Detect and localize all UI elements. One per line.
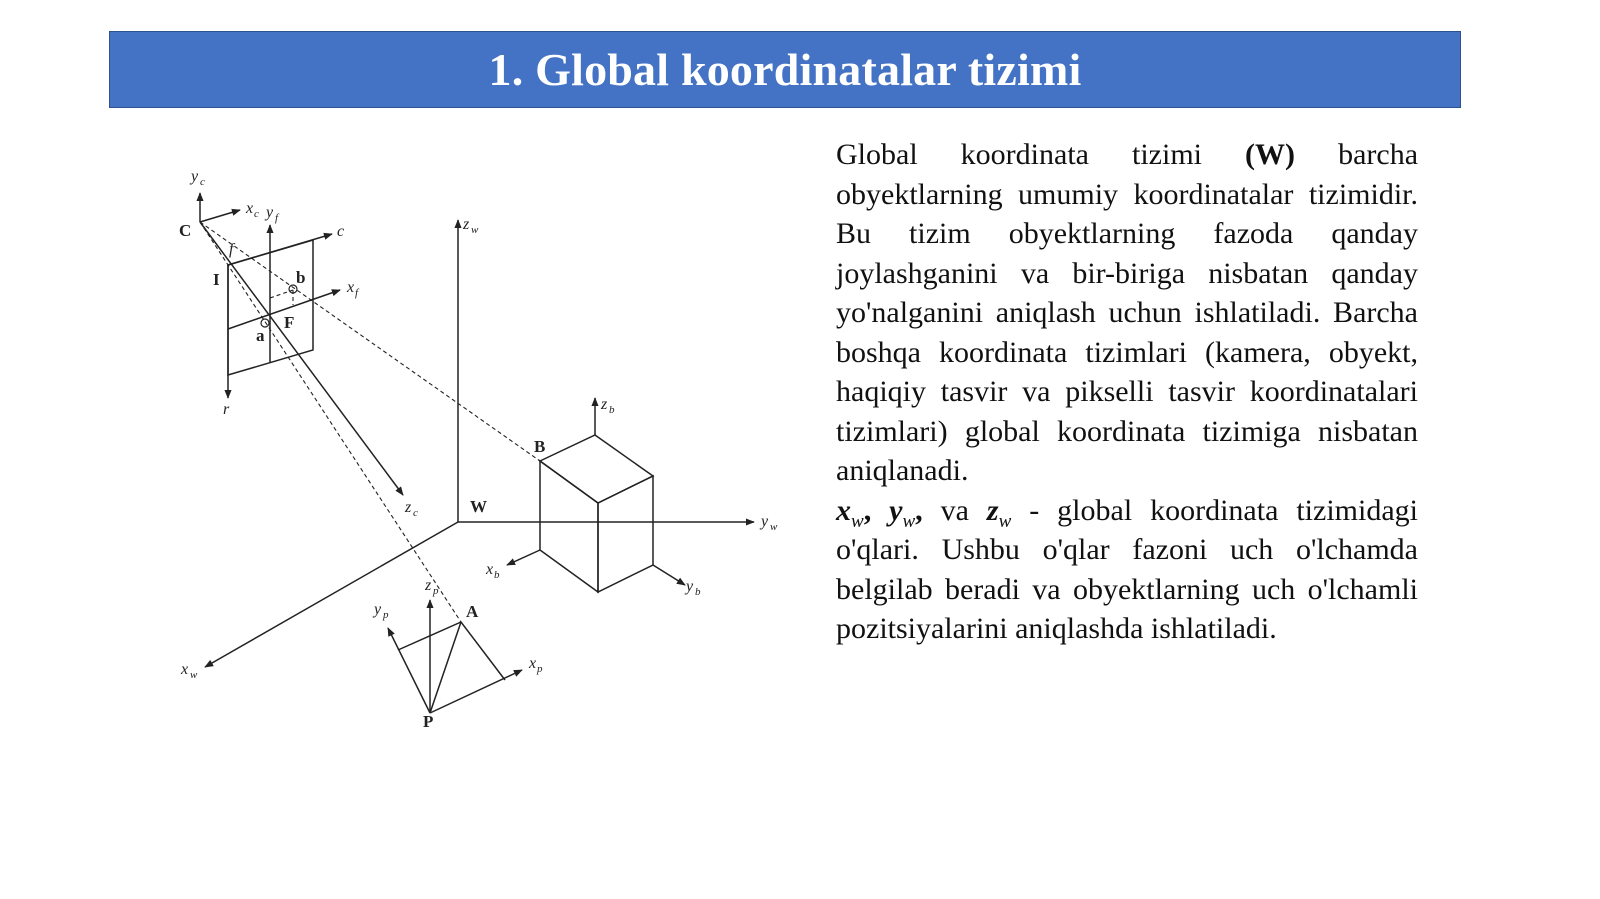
image-plane-c-axis xyxy=(228,234,332,265)
label-xp xyxy=(528,655,543,675)
paragraph-axes xyxy=(836,491,1418,649)
svg-text:p: p xyxy=(537,663,543,675)
svg-text:b: b xyxy=(695,586,701,598)
svg-text:c: c xyxy=(254,208,259,220)
svg-text:z: z xyxy=(425,577,432,594)
svg-text:x: x xyxy=(529,655,537,672)
label-zb xyxy=(600,396,615,416)
label-B: B xyxy=(534,437,546,456)
svg-text:w: w xyxy=(770,521,778,533)
svg-text:y: y xyxy=(761,513,769,530)
svg-text:y: y xyxy=(686,578,694,595)
comma-1: , xyxy=(863,493,872,527)
svg-text:x: x xyxy=(181,661,189,678)
slide-title: 1. Global koordinatalar tizimi xyxy=(488,44,1082,95)
object-x-axis xyxy=(507,550,540,565)
world-x-axis xyxy=(205,522,458,667)
pixel-x-axis xyxy=(430,670,522,713)
svg-text:f: f xyxy=(355,287,359,299)
svg-text:b: b xyxy=(609,404,615,416)
svg-text:y: y xyxy=(266,204,274,221)
pixel-A-ray xyxy=(430,622,461,713)
axis-x-symbol: x xyxy=(836,493,851,527)
coordinate-systems-diagram xyxy=(160,150,800,750)
label-C: C xyxy=(179,221,192,240)
cube-top xyxy=(540,435,653,503)
label-f: f xyxy=(229,241,234,258)
svg-text:c: c xyxy=(200,176,205,188)
camera-z-axis xyxy=(200,222,403,495)
label-F: F xyxy=(284,313,295,332)
label-yw xyxy=(759,513,778,533)
svg-text:w: w xyxy=(190,669,198,681)
projection-ray-A xyxy=(200,222,461,622)
svg-text:x: x xyxy=(486,561,494,578)
label-xf xyxy=(346,279,360,299)
paragraph1-text-start: Global koordinata tizimi xyxy=(836,138,1246,171)
svg-text:y: y xyxy=(374,601,382,618)
axis-z-subscript: w xyxy=(998,510,1012,532)
svg-text:p: p xyxy=(433,585,439,597)
svg-text:w: w xyxy=(471,224,479,236)
svg-text:z: z xyxy=(405,499,412,516)
svg-text:b: b xyxy=(494,569,500,581)
diagram-svg xyxy=(160,150,800,750)
label-zw xyxy=(462,216,479,236)
label-I: I xyxy=(213,270,220,289)
svg-text:z: z xyxy=(601,396,608,413)
label-c: c xyxy=(337,223,345,240)
pixel-y-axis xyxy=(388,628,430,713)
label-xb xyxy=(485,561,500,581)
svg-text:p: p xyxy=(383,609,389,621)
description-text xyxy=(836,135,1418,649)
comma-2: , xyxy=(915,493,923,527)
svg-text:x: x xyxy=(246,200,254,217)
camera-x-axis xyxy=(200,210,240,222)
conjunction-va: va xyxy=(922,493,987,527)
svg-text:f: f xyxy=(275,212,279,224)
label-yp xyxy=(372,601,389,621)
cube-front xyxy=(540,461,598,592)
cube-side xyxy=(598,476,653,592)
object-y-axis xyxy=(653,565,685,585)
paragraph-global-system xyxy=(836,135,1418,491)
label-a: a xyxy=(256,326,265,345)
label-r: r xyxy=(223,401,230,418)
axis-y-subscript: w xyxy=(902,510,916,532)
axis-x-subscript: w xyxy=(851,510,864,532)
title-bar xyxy=(109,31,1461,108)
paragraph1-text-rest: barcha obyektlarning umumiy koordinatalar tizimidir. Bu tizim obyektlarning fazoda qanday joylashganini va bir-biriga nisbatan qanday yo'nalganini aniqlash uchun ishlatiladi. Barcha boshqa koordinata tizimlari (kamera, obyekt, haqiqiy tasvir va pikselli tasvir koordinatalari tizimlari) global koordinata tizimiga nisbatan aniqlanadi. xyxy=(836,138,1419,487)
label-A: A xyxy=(466,602,479,621)
label-yb xyxy=(684,578,701,598)
paragraph1-W-bold: (W) xyxy=(1245,138,1296,171)
axis-z-symbol: z xyxy=(986,493,999,527)
label-b: b xyxy=(296,268,306,287)
label-P: P xyxy=(423,712,434,731)
label-W: W xyxy=(470,497,487,516)
axis-y-symbol: y xyxy=(889,493,903,527)
label-zp xyxy=(424,577,439,597)
svg-text:y: y xyxy=(191,168,199,185)
label-zc xyxy=(404,499,418,519)
label-yf xyxy=(264,204,280,224)
label-xc xyxy=(245,200,259,220)
label-xw xyxy=(180,661,198,681)
svg-text:x: x xyxy=(347,279,355,296)
svg-text:z: z xyxy=(463,216,470,233)
label-yc xyxy=(189,168,205,188)
svg-text:c: c xyxy=(413,507,418,519)
paragraph2-text-rest: - global koordinata tizimidagi o'qlari. Ushbu o'qlar fazoni uch o'lchamda belgilab beradi va obyektlarning uch o'lchamli pozitsiyalarini aniqlashda ishlatiladi. xyxy=(836,493,1418,645)
